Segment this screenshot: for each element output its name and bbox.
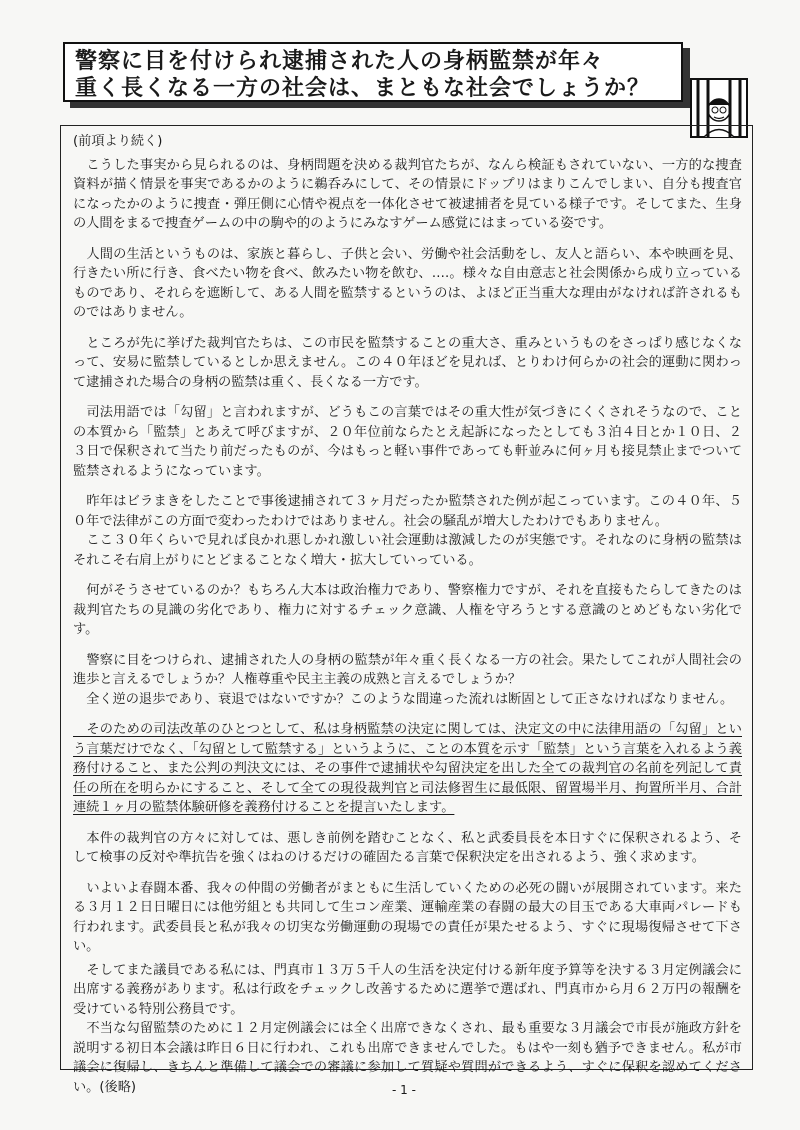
paragraph-13: そしてまた議員である私には、門真市１３万５千人の生活を決定付ける新年度予算等を決する３月定例議会に出席する義務があります。私は行政をチェックし改善するために選挙で選ばれ、門真市から月６２万円の報酬を受けている特別公務員です。 [73,962,742,1017]
continued-note: (前項より続く) [73,134,163,149]
paragraph-11: 本件の裁判官の方々に対しては、悪しき前例を踏むことなく、私と武委員長を本日すぐに保釈されるよう、そして検事の反対や準抗告を強くはねのけるだけの確固たる言葉で保釈決定を出されるよう、強く求めます。 [73,830,742,865]
proposal-paragraph: そのための司法改革のひとつとして、私は身柄監禁の決定に関しては、決定文の中に法律用語の「勾留」という言葉だけでなく、「勾留として監禁する」というように、ことの本質を示す「監禁」という言葉を入れるよう義務付けること、また公判の判決文には、その事件で逮捕状や勾留決定を出した全ての裁判官の名前を列記して責任の所在を明らかにすること、そして全ての現役裁判官と司法修習生に最低限、留置場半月、拘置所半月、合計連続１ヶ月の監禁体験研修を義務付けることを提言いたします。 [73,722,742,815]
page-number: - 1 - [392,1083,416,1097]
title-line-2: 重く長くなる一方の社会は、まともな社会でしょうか？ [75,76,651,101]
article-body [60,125,753,1095]
paragraph-14: 不当な勾留監禁のために１２月定例議会には全く出席できなくされ、最も重要な３月議会で市長が施政方針を説明する初日本会議は昨日６日に行われ、これも出席できませんでした。もはや一刻も猶予できません。私が市議会に復帰し、きちんと準備して議会での審議に参加して質疑や質問ができるよう、すぐに保釈を認めてください。(後略) [73,1021,742,1095]
paragraph-7: 何がそうさせているのか？もちろん大本は政治権力であり、警察権力ですが、それを直接もたらしてきたのは裁判官たちの見識の劣化であり、権力に対するチェック意識、人権を守ろうとする意識のとめどもない劣化です。 [73,583,742,637]
paragraph-4: 司法用語では「勾留」と言われますが、どうもこの言葉ではその重大性が気づきにくくされそうなので、ことの本質から「監禁」とあえて呼びますが、２０年位前ならたとえ起訴になったとしても３泊４日とか１０日、２３日で保釈されて当たり前だったものが、今はもっと軽い事件であっても軒並みに何ヶ月も接見禁止までついて監禁されるようになっています。 [73,405,742,479]
paragraph-12: いよいよ春闘本番、我々の仲間の労働者がまともに生活していくための必死の闘いが展開されています。来たる３月１２日日曜日には他労組とも共同して生コン産業、運輸産業の春闘の最大の目玉である大車両パレードも行われます。武委員長と私が我々の切実な労働運動の現場での責任が果たせるよう、すぐに現場復帰させて下さい。 [73,880,742,954]
paragraph-3: ところが先に挙げた裁判官たちは、この市民を監禁することの重大さ、重みというものをさっぱり感じなくなって、安易に監禁しているとしか思えません。この４０年ほどを見れば、とりわけ何らかの社会的運動に関わって逮捕された場合の身柄の監禁は重く、長くなる一方です。 [73,335,742,390]
title-line-1: 警察に目を付けられ逮捕された人の身柄監禁が年々 [75,49,605,74]
paragraph-1: こうした事実から見られるのは、身柄問題を決める裁判官たちが、なんら検証もされていない、一方的な捜査資料が描く情景を事実であるかのように鵜呑みにして、その情景にドップリはまりこんでしまい、自分も捜査官になったかのように捜査・弾圧側に心情や視点を一体化させて被逮捕者を見ている様子です。そしてまた、生身の人間をまるで捜査ゲームの中の駒や的のようにみなすゲーム感覚にはまっている姿です。 [73,157,742,231]
paragraph-2: 人間の生活というものは、家族と暮らし、子供と会い、労働や社会活動をし、友人と語らい、本や映画を見、行きたい所に行き、食べたい物を食べ、飲みたい物を飲む、‥‥。様々な自由意志と社会関係から成り立っているものであり、それらを遮断して、ある人間を監禁するというのは、よほど正当重大な理由がなければ許されるものではありません。 [73,246,742,320]
paragraph-8: 警察に目をつけられ、逮捕された人の身柄の監禁が年々重く長くなる一方の社会。果たしてこれが人間社会の進歩と言えるでしょうか？人権尊重や民主主義の成熟と言えるでしょうか？ [73,652,742,687]
paragraph-6: ここ３０年くらいで見れば良かれ悪しかれ激しい社会運動は激減したのが実態です。それなのに身柄の監禁はそれこそ右肩上がりにとどまることなく増大・拡大していっている。 [73,533,742,568]
paragraph-5: 昨年はビラまきをしたことで事後逮捕されて３ヶ月だったか監禁された例が起こっています。この４０年、５０年で法律がこの方面で変わったわけではありません。社会の騒乱が増大したわけでもありません。 [73,494,742,529]
title-box [63,42,683,102]
paragraph-9: 全く逆の退歩であり、衰退ではないですか？このような間違った流れは断固として正さなければなりません。 [73,691,734,707]
